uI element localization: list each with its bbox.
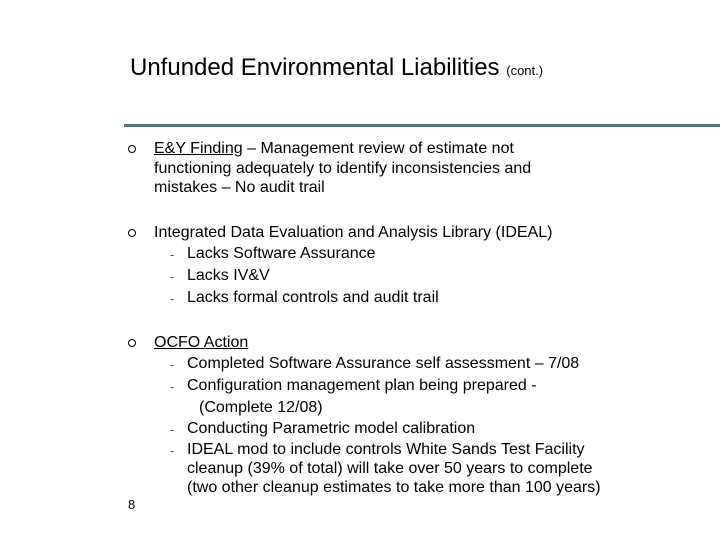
bullet-3-sub-2-cont: (Complete 12/08) (199, 399, 323, 416)
dash-bullet-icon: - (170, 269, 175, 284)
bullet-1-line-1 (154, 141, 514, 157)
bullet-2-label: Integrated Data Evaluation and Analysis Library (IDEAL) (154, 224, 553, 241)
slide-title (130, 53, 543, 86)
bullet-1-label: E&Y Finding (154, 140, 243, 157)
bullet-1-line-2: functioning adequately to identify inconsistencies and (154, 160, 532, 177)
page-number: 8 (128, 497, 136, 512)
title-divider (124, 124, 720, 127)
dash-bullet-icon: - (170, 247, 175, 262)
bullet-3-sub-2: Configuration management plan being prepared - (187, 377, 537, 394)
bullet-marker-icon (128, 229, 136, 237)
bullet-3-label: OCFO Action (154, 334, 249, 351)
bullet-2-sub-2: Lacks IV&V (187, 267, 270, 284)
bullet-2-sub-1: Lacks Software Assurance (187, 245, 376, 262)
dash-bullet-icon: - (170, 379, 175, 394)
slide-title-text: Unfunded Environmental Liabilities (130, 54, 500, 81)
bullet-3-sub-4: IDEAL mod to include controls White Sands Test Facility (187, 441, 585, 458)
bullet-2-sub-3: Lacks formal controls and audit trail (187, 289, 439, 306)
bullet-marker-icon (128, 145, 136, 153)
dash-bullet-icon: - (170, 422, 175, 437)
dash-bullet-icon: - (170, 443, 175, 458)
dash-bullet-icon: - (170, 291, 175, 306)
bullet-marker-icon (128, 339, 136, 347)
bullet-3-sub-3: Conducting Parametric model calibration (187, 420, 476, 437)
slide-title-suffix: (cont.) (506, 63, 544, 78)
bullet-1-line-3: mistakes – No audit trail (154, 179, 325, 196)
dash-bullet-icon: - (170, 357, 175, 372)
bullet-3-sub-4-cont-1: cleanup (39% of total) will take over 50 years to complete (187, 460, 593, 477)
bullet-3-sub-4-cont-2: (two other cleanup estimates to take more than 100 years) (187, 479, 601, 496)
bullet-3-sub-1: Completed Software Assurance self assessment – 7/08 (187, 355, 580, 372)
bullet-1-text: – Management review of estimate not (242, 140, 514, 157)
